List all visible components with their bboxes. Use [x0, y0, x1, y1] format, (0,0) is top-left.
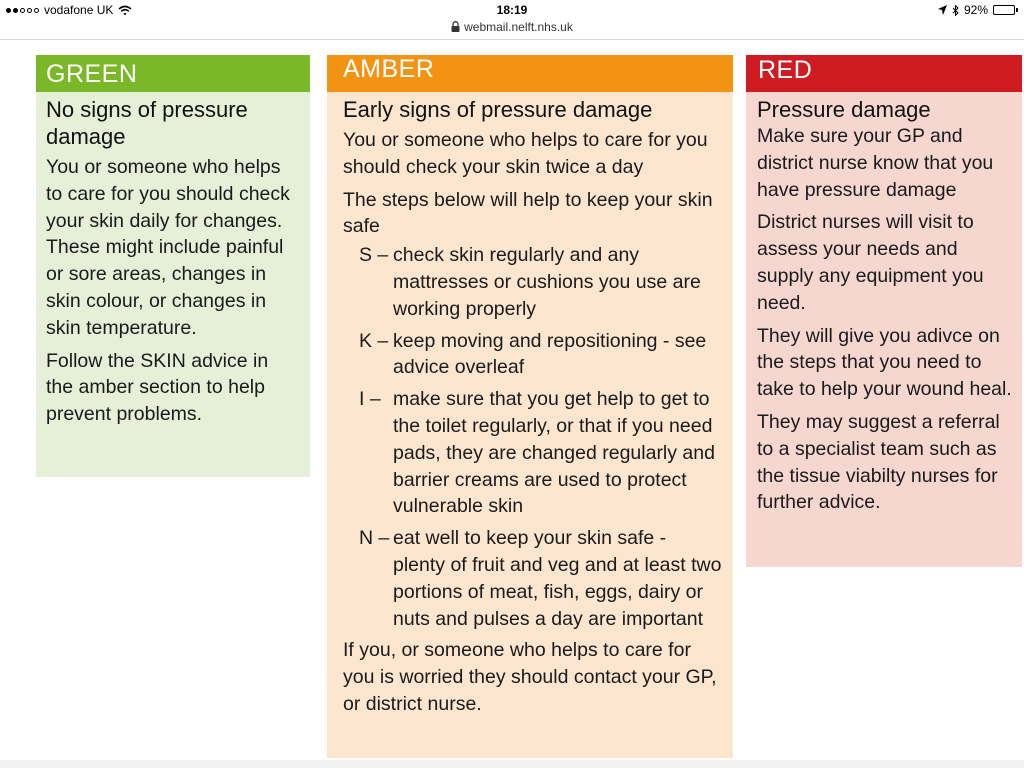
- step-text: keep moving and repositioning - see advice overleaf: [393, 329, 707, 379]
- lock-icon: [451, 21, 460, 32]
- battery-icon: [993, 5, 1018, 15]
- skin-steps-list: [343, 242, 723, 632]
- red-paragraph: Make sure your GP and district nurse know that you have pressure damage: [757, 125, 994, 201]
- clock: 18:19: [496, 3, 528, 17]
- red-body: [746, 92, 1022, 516]
- toolbar-divider: [0, 39, 1024, 40]
- location-arrow-icon: [938, 5, 947, 15]
- red-paragraph: They may suggest a referral to a specialist team such as the tissue viabilty nurses for further advice.: [757, 410, 1000, 514]
- amber-body: [327, 92, 733, 718]
- green-panel: [36, 55, 310, 477]
- red-paragraph: They will give you adivce on the steps that you need to take to help your wound heal.: [757, 324, 1012, 401]
- amber-panel: [327, 55, 733, 758]
- amber-intro: The steps below will help to keep your skin safe: [343, 188, 713, 238]
- step-letter: I –: [359, 388, 381, 411]
- status-bar: [0, 0, 1024, 20]
- red-paragraph: District nurses will visit to assess your needs and supply any equipment you need.: [757, 211, 984, 314]
- red-header: RED: [746, 55, 1022, 92]
- amber-subtitle: Early signs of pressure damage: [343, 97, 653, 122]
- amber-outro: If you, or someone who helps to care for you is worried they should contact your GP, or district nurse.: [343, 639, 717, 715]
- step-letter: N –: [359, 527, 390, 550]
- step-text: check skin regularly and any mattresses or cushions you use are working properly: [393, 244, 701, 320]
- carrier-label: vodafone UK: [44, 3, 114, 17]
- skin-step-n: [343, 525, 723, 632]
- step-text: eat well to keep your skin safe - plenty of fruit and veg and at least two portions of meat, fish, eggs, dairy or nuts and pulses a day are important: [393, 527, 722, 630]
- green-header: GREEN: [36, 55, 310, 92]
- amber-header: AMBER: [327, 55, 733, 92]
- bottom-edge: [0, 760, 1024, 768]
- step-letter: K –: [359, 329, 389, 352]
- skin-step-i: [343, 386, 723, 520]
- green-paragraph: Follow the SKIN advice in the amber section to help prevent problems.: [46, 349, 269, 426]
- status-right: [938, 3, 1018, 17]
- skin-step-s: [343, 242, 723, 322]
- green-subtitle: No signs of pressure damage: [46, 97, 248, 149]
- skin-step-k: [343, 328, 723, 382]
- red-panel: [746, 55, 1022, 567]
- step-text: make sure that you get help to get to the toilet regularly, or that if you need pads, they are changed regularly and barrier creams are used to protect vulnerable skin: [393, 388, 715, 518]
- red-subtitle: Pressure damage: [757, 97, 931, 122]
- green-body: [36, 92, 310, 428]
- green-paragraph: You or someone who helps to care for you should check your skin daily for changes. These might include painful or sore areas, changes in skin colour, or changes in skin temperature.: [46, 156, 290, 339]
- amber-intro: You or someone who helps to care for you should check your skin twice a day: [343, 129, 708, 178]
- bluetooth-icon: [952, 5, 959, 16]
- step-letter: S –: [359, 244, 389, 267]
- battery-percent: 92%: [963, 3, 988, 17]
- url-text: webmail.nelft.nhs.uk: [464, 20, 573, 34]
- address-bar[interactable]: [0, 20, 1024, 34]
